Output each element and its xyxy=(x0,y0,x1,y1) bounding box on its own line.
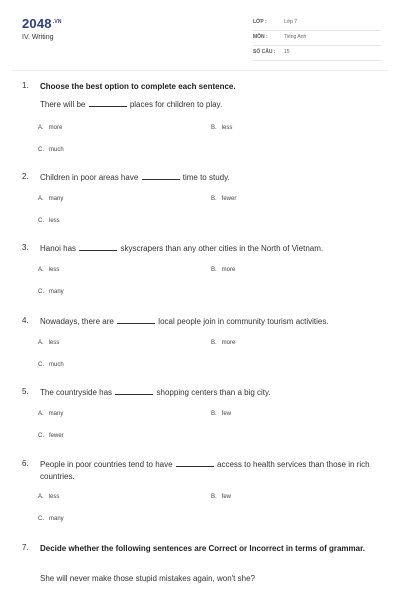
option-text: few xyxy=(221,411,232,417)
question-sentence: She will never make those stupid mistakes again, won't she? xyxy=(40,574,255,583)
sentence-before: Children in poor areas have xyxy=(40,173,139,182)
option-letter: B. xyxy=(211,494,217,500)
sentence-before: People in poor countries tend to have xyxy=(40,460,173,469)
option-text: many xyxy=(49,516,64,522)
question-number: 7. xyxy=(22,543,29,552)
option-a[interactable] xyxy=(38,494,59,500)
answer-blank xyxy=(142,173,180,180)
option-a[interactable] xyxy=(38,411,63,417)
answer-blank xyxy=(79,244,117,251)
question-number: 3. xyxy=(22,243,29,252)
option-c[interactable] xyxy=(38,147,64,153)
meta-row-count xyxy=(253,46,381,61)
answer-blank xyxy=(176,460,214,467)
option-text: few xyxy=(221,494,232,500)
option-text: many xyxy=(48,411,64,417)
option-text: fewer xyxy=(49,433,64,439)
question-sentence xyxy=(40,387,380,399)
option-text: more xyxy=(221,340,236,346)
option-text: less xyxy=(48,494,60,500)
question-sentence xyxy=(40,172,380,184)
option-text: more xyxy=(221,267,236,273)
sentence-after: local people join in community tourism activities. xyxy=(158,317,329,326)
option-text: less xyxy=(49,218,60,224)
option-c[interactable] xyxy=(38,433,64,439)
question-number: 2. xyxy=(22,172,29,181)
meta-row-class xyxy=(253,16,381,31)
option-letter: A. xyxy=(38,411,44,417)
answer-blank xyxy=(115,388,153,395)
sentence-before: There will be xyxy=(40,100,86,109)
meta-info xyxy=(253,16,381,61)
answer-blank xyxy=(117,317,155,324)
option-letter: B. xyxy=(211,196,217,202)
meta-value: 15 xyxy=(284,49,290,55)
option-text: many xyxy=(48,196,64,202)
option-a[interactable] xyxy=(38,125,62,131)
meta-value: Lớp 7 xyxy=(284,19,298,25)
option-c[interactable] xyxy=(38,289,64,295)
question-sentence xyxy=(40,243,380,255)
meta-row-subject xyxy=(253,31,381,46)
option-letter: A. xyxy=(38,267,44,273)
question-sentence xyxy=(40,459,380,483)
logo-text: 2048 xyxy=(22,16,52,31)
option-letter: A. xyxy=(38,494,44,500)
option-letter: A. xyxy=(38,340,44,346)
meta-value: Tiếng Anh xyxy=(284,34,307,40)
answer-blank xyxy=(89,100,127,107)
option-letter: C. xyxy=(38,433,44,439)
question-number: 1. xyxy=(22,81,29,90)
option-letter: B. xyxy=(211,125,217,131)
sentence-before: The countryside has xyxy=(40,388,113,397)
worksheet-header xyxy=(0,0,400,76)
sentence-after: shopping centers than a big city. xyxy=(156,388,271,397)
option-letter: B. xyxy=(211,340,217,346)
header-divider xyxy=(12,70,388,71)
option-a[interactable] xyxy=(38,267,59,273)
option-b[interactable] xyxy=(211,340,235,346)
option-text: less xyxy=(48,340,60,346)
option-a[interactable] xyxy=(38,340,59,346)
option-letter: B. xyxy=(211,411,217,417)
logo-domain: .VN xyxy=(52,18,62,25)
option-c[interactable] xyxy=(38,516,64,522)
question-instruction: Decide whether the following sentences are Correct or Incorrect in terms of grammar. xyxy=(40,544,365,553)
question-number: 4. xyxy=(22,316,29,325)
option-letter: C. xyxy=(38,147,44,153)
site-logo[interactable] xyxy=(22,16,62,31)
question-sentence xyxy=(40,100,222,109)
meta-key: LỚP : xyxy=(253,19,267,25)
option-letter: C. xyxy=(38,516,44,522)
sentence-before: Hanoi has xyxy=(40,244,77,253)
meta-key: MÔN : xyxy=(253,34,268,40)
section-title: IV. Writing xyxy=(22,34,54,41)
option-b[interactable] xyxy=(211,125,232,131)
option-text: much xyxy=(49,147,64,153)
option-c[interactable] xyxy=(38,218,60,224)
option-letter: C. xyxy=(38,218,44,224)
option-a[interactable] xyxy=(38,196,63,202)
option-text: more xyxy=(48,125,63,131)
option-letter: B. xyxy=(211,267,217,273)
option-letter: A. xyxy=(38,196,44,202)
question-instruction: Choose the best option to complete each sentence. xyxy=(40,82,236,91)
sentence-after: time to study. xyxy=(182,173,230,182)
question-sentence xyxy=(40,316,380,328)
option-letter: C. xyxy=(38,289,44,295)
option-text: less xyxy=(221,125,233,131)
option-b[interactable] xyxy=(211,267,235,273)
option-text: much xyxy=(49,362,64,368)
option-b[interactable] xyxy=(211,494,231,500)
option-text: many xyxy=(49,289,64,295)
option-b[interactable] xyxy=(211,411,231,417)
option-text: fewer xyxy=(221,196,237,202)
sentence-after: places for children to play. xyxy=(129,100,223,109)
option-letter: A. xyxy=(38,125,44,131)
sentence-after: access to health services than those in rich countries. xyxy=(40,460,370,481)
sentence-before: Nowadays, there are xyxy=(40,317,114,326)
option-letter: C. xyxy=(38,362,44,368)
option-b[interactable] xyxy=(211,196,236,202)
option-c[interactable] xyxy=(38,362,64,368)
sentence-after: skyscrapers than any other cities in the North of Vietnam. xyxy=(120,244,324,253)
meta-key: SỐ CÂU : xyxy=(253,49,276,55)
question-number: 5. xyxy=(22,387,29,396)
question-number: 6. xyxy=(22,459,29,468)
option-text: less xyxy=(48,267,60,273)
